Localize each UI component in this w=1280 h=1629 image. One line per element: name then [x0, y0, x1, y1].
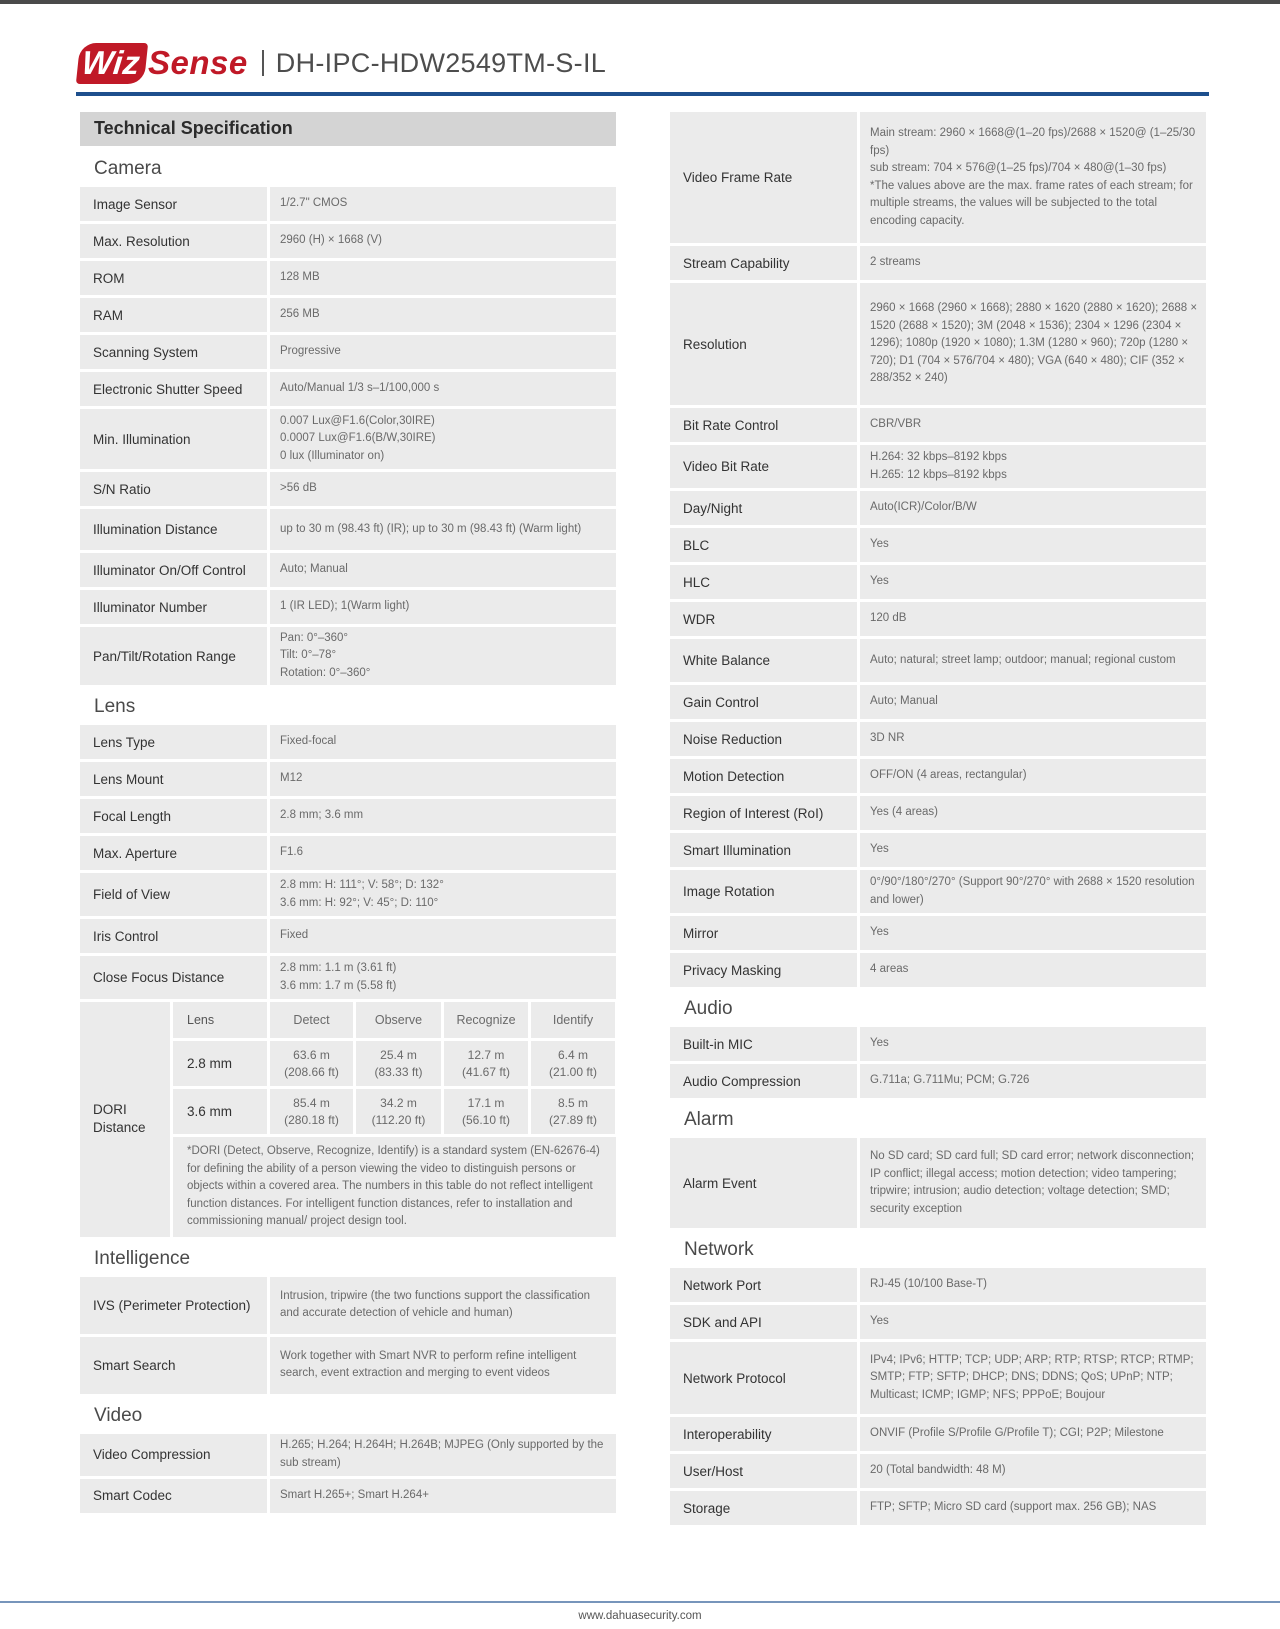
spec-label: White Balance	[670, 639, 857, 682]
spec-row	[80, 335, 616, 369]
spec-label: Lens Type	[80, 725, 267, 759]
dori-cell: 25.4 m (83.33 ft)	[356, 1041, 441, 1086]
spec-label: Image Rotation	[670, 870, 857, 913]
spec-value: FTP; SFTP; Micro SD card (support max. 256 GB); NAS	[860, 1491, 1206, 1525]
spec-value: Pan: 0°–360° Tilt: 0°–78° Rotation: 0°–360°	[270, 627, 616, 685]
right-column	[670, 112, 1206, 1528]
dori-header: Recognize	[444, 1002, 528, 1038]
spec-row	[80, 627, 616, 685]
spec-row	[670, 445, 1206, 488]
spec-row	[670, 283, 1206, 405]
spec-label: Scanning System	[80, 335, 267, 369]
spec-value: 0°/90°/180°/270° (Support 90°/270° with 2688 × 1520 resolution and lower)	[860, 870, 1206, 913]
video-cont-table	[670, 112, 1206, 987]
spec-row	[80, 799, 616, 833]
spec-value: up to 30 m (98.43 ft) (IR); up to 30 m (98.43 ft) (Warm light)	[270, 509, 616, 550]
spec-row	[670, 722, 1206, 756]
spec-label: Illuminator On/Off Control	[80, 553, 267, 587]
spec-value: 4 areas	[860, 953, 1206, 987]
spec-value: Auto; Manual	[270, 553, 616, 587]
spec-label: Stream Capability	[670, 246, 857, 280]
spec-value: 20 (Total bandwidth: 48 M)	[860, 1454, 1206, 1488]
spec-row	[80, 919, 616, 953]
spec-label: WDR	[670, 602, 857, 636]
spec-value: Yes	[860, 565, 1206, 599]
spec-row	[670, 491, 1206, 525]
spec-row	[670, 1064, 1206, 1098]
section-lens: Lens	[94, 696, 136, 717]
spec-row	[670, 1342, 1206, 1414]
spec-row	[670, 1138, 1206, 1228]
spec-label: Resolution	[670, 283, 857, 405]
spec-label: User/Host	[670, 1454, 857, 1488]
spec-value: 2960 (H) × 1668 (V)	[270, 224, 616, 258]
top-border	[0, 0, 1280, 4]
intelligence-table	[80, 1277, 616, 1394]
spec-value: Yes	[860, 1027, 1206, 1061]
spec-value: 2 streams	[860, 246, 1206, 280]
section-alarm: Alarm	[684, 1109, 734, 1130]
spec-value: 120 dB	[860, 602, 1206, 636]
spec-label: Max. Resolution	[80, 224, 267, 258]
spec-row	[80, 873, 616, 916]
spec-value: 3D NR	[860, 722, 1206, 756]
spec-row	[80, 762, 616, 796]
spec-row	[80, 836, 616, 870]
alarm-table	[670, 1138, 1206, 1228]
dori-header: Lens	[173, 1002, 267, 1038]
spec-label: Smart Illumination	[670, 833, 857, 867]
logo-wiz: Wiz	[76, 43, 148, 84]
spec-row	[670, 870, 1206, 913]
spec-row	[80, 509, 616, 550]
spec-row	[670, 1268, 1206, 1302]
spec-row	[670, 1027, 1206, 1061]
spec-row	[670, 639, 1206, 682]
spec-label: Audio Compression	[670, 1064, 857, 1098]
dori-cell: 17.1 m (56.10 ft)	[444, 1089, 528, 1134]
spec-row	[80, 956, 616, 999]
spec-row	[670, 1454, 1206, 1488]
spec-value: M12	[270, 762, 616, 796]
dori-cell: 63.6 m (208.66 ft)	[270, 1041, 353, 1086]
spec-label: BLC	[670, 528, 857, 562]
spec-row	[670, 602, 1206, 636]
spec-row	[80, 261, 616, 295]
spec-value: 1/2.7" CMOS	[270, 187, 616, 221]
spec-label: Smart Search	[80, 1337, 267, 1394]
spec-value: IPv4; IPv6; HTTP; TCP; UDP; ARP; RTP; RTSP; RTCP; RTMP; SMTP; FTP; SFTP; DHCP; DNS; DDNS; QoS; UPnP; NTP; Multicast; ICMP; IGMP; NFS; PPPoE; Boujour	[860, 1342, 1206, 1414]
spec-label: Gain Control	[670, 685, 857, 719]
spec-value: Intrusion, tripwire (the two functions support the classification and accurate detection of vehicle and human)	[270, 1277, 616, 1334]
spec-label: HLC	[670, 565, 857, 599]
spec-label: Mirror	[670, 916, 857, 950]
spec-row	[670, 1417, 1206, 1451]
spec-label: Network Port	[670, 1268, 857, 1302]
spec-row	[670, 1491, 1206, 1525]
spec-row	[80, 1337, 616, 1394]
spec-value: No SD card; SD card full; SD card error; network disconnection; IP conflict; illegal access; motion detection; video tampering; tripwire; intrusion; audio detection; voltage detection; SMD; security exception	[860, 1138, 1206, 1228]
spec-value: G.711a; G.711Mu; PCM; G.726	[860, 1064, 1206, 1098]
spec-row	[670, 565, 1206, 599]
spec-row	[670, 408, 1206, 442]
spec-label: Bit Rate Control	[670, 408, 857, 442]
header-rule	[76, 92, 1209, 96]
lens-table	[80, 725, 616, 1237]
section-video: Video	[94, 1404, 143, 1426]
spec-row	[80, 372, 616, 406]
spec-label: Electronic Shutter Speed	[80, 372, 267, 406]
spec-label: Network Protocol	[670, 1342, 857, 1414]
spec-label: Video Bit Rate	[670, 445, 857, 488]
spec-row	[80, 472, 616, 506]
dori-block	[80, 1002, 616, 1237]
spec-label: SDK and API	[670, 1305, 857, 1339]
logo-sense: Sense	[148, 44, 248, 81]
dori-header: Identify	[531, 1002, 615, 1038]
spec-label: Illuminator Number	[80, 590, 267, 624]
spec-label: Storage	[670, 1491, 857, 1525]
spec-row	[80, 553, 616, 587]
spec-value: Auto; Manual	[860, 685, 1206, 719]
section-audio: Audio	[684, 998, 733, 1019]
spec-label: RAM	[80, 298, 267, 332]
spec-row	[670, 833, 1206, 867]
spec-value: Yes	[860, 528, 1206, 562]
spec-label: IVS (Perimeter Protection)	[80, 1277, 267, 1334]
spec-label: Built-in MIC	[670, 1027, 857, 1061]
spec-value: 2.8 mm: H: 111°; V: 58°; D: 132° 3.6 mm: H: 92°; V: 45°; D: 110°	[270, 873, 616, 916]
dori-table	[173, 1002, 616, 1134]
spec-value: Auto(ICR)/Color/B/W	[860, 491, 1206, 525]
spec-row	[670, 759, 1206, 793]
dori-header: Detect	[270, 1002, 353, 1038]
spec-row	[670, 685, 1206, 719]
video-table	[80, 1434, 616, 1513]
spec-value: 2.8 mm; 3.6 mm	[270, 799, 616, 833]
footer-rule	[0, 1601, 1280, 1603]
spec-value: 128 MB	[270, 261, 616, 295]
spec-label: Illumination Distance	[80, 509, 267, 550]
spec-label: Lens Mount	[80, 762, 267, 796]
section-intelligence: Intelligence	[94, 1247, 191, 1269]
spec-value: 256 MB	[270, 298, 616, 332]
dori-header: Observe	[356, 1002, 441, 1038]
spec-row	[670, 796, 1206, 830]
model-number: DH-IPC-HDW2549TM-S-IL	[275, 47, 607, 78]
section-camera: Camera	[94, 158, 162, 179]
spec-label: Min. Illumination	[80, 409, 267, 469]
spec-value: Yes	[860, 916, 1206, 950]
spec-label: Image Sensor	[80, 187, 267, 221]
spec-value: H.264: 32 kbps–8192 kbps H.265: 12 kbps–8192 kbps	[860, 445, 1206, 488]
spec-label: Smart Codec	[80, 1479, 267, 1513]
dori-note: *DORI (Detect, Observe, Recognize, Identify) is a standard system (EN-62676-4) for defining the ability of a person viewing the video to distinguish persons or objects within a covered area. The numbers in this table do not reflect intelligent function distances. For intelligent function distances, refer to installation and commissioning manual/ project design tool.	[173, 1137, 616, 1237]
spec-row	[80, 590, 616, 624]
spec-value: H.265; H.264; H.264H; H.264B; MJPEG (Only supported by the sub stream)	[270, 1434, 616, 1476]
spec-label: Iris Control	[80, 919, 267, 953]
spec-row	[670, 953, 1206, 987]
spec-value: Work together with Smart NVR to perform refine intelligent search, event extraction and merging to event videos	[270, 1337, 616, 1394]
spec-value: Fixed	[270, 919, 616, 953]
spec-label: Interoperability	[670, 1417, 857, 1451]
spec-value: ONVIF (Profile S/Profile G/Profile T); CGI; P2P; Milestone	[860, 1417, 1206, 1451]
spec-label: Video Compression	[80, 1434, 267, 1476]
spec-row	[670, 528, 1206, 562]
spec-row	[80, 725, 616, 759]
spec-row	[80, 1277, 616, 1334]
dori-cell: 6.4 m (21.00 ft)	[531, 1041, 615, 1086]
left-column	[80, 112, 616, 1516]
spec-row	[670, 246, 1206, 280]
spec-title: Technical Specification	[80, 112, 616, 146]
dori-lens: 3.6 mm	[173, 1089, 267, 1134]
spec-value: Progressive	[270, 335, 616, 369]
spec-value: 2960 × 1668 (2960 × 1668); 2880 × 1620 (2880 × 1620); 2688 × 1520 (2688 × 1520); 3M (2048 × 1536); 2304 × 1296 (2304 × 1296); 1080p (1920 × 1080); 1.3M (1280 × 960); 720p (1280 × 720); D1 (704 × 576/704 × 480); VGA (640 × 480); CIF (352 × 288/352 × 240)	[860, 283, 1206, 405]
spec-label: Noise Reduction	[670, 722, 857, 756]
section-network: Network	[684, 1239, 754, 1260]
spec-label: Day/Night	[670, 491, 857, 525]
spec-row	[80, 224, 616, 258]
spec-row	[670, 1305, 1206, 1339]
spec-value: Fixed-focal	[270, 725, 616, 759]
spec-value: 1 (IR LED); 1(Warm light)	[270, 590, 616, 624]
spec-value: >56 dB	[270, 472, 616, 506]
dori-cell: 12.7 m (41.67 ft)	[444, 1041, 528, 1086]
spec-label: Max. Aperture	[80, 836, 267, 870]
spec-value: 2.8 mm: 1.1 m (3.61 ft) 3.6 mm: 1.7 m (5.58 ft)	[270, 956, 616, 999]
spec-value: RJ-45 (10/100 Base-T)	[860, 1268, 1206, 1302]
spec-row	[80, 409, 616, 469]
wizsense-logo	[78, 43, 248, 84]
spec-label: S/N Ratio	[80, 472, 267, 506]
spec-row	[670, 916, 1206, 950]
spec-label: ROM	[80, 261, 267, 295]
page-header	[78, 40, 606, 86]
dori-label: DORI Distance	[80, 1002, 170, 1237]
dori-cell: 34.2 m (112.20 ft)	[356, 1089, 441, 1134]
spec-value: Smart H.265+; Smart H.264+	[270, 1479, 616, 1513]
spec-value: OFF/ON (4 areas, rectangular)	[860, 759, 1206, 793]
dori-lens: 2.8 mm	[173, 1041, 267, 1086]
dori-cell: 8.5 m (27.89 ft)	[531, 1089, 615, 1134]
spec-value: Main stream: 2960 × 1668@(1–20 fps)/2688 × 1520@ (1–25/30 fps) sub stream: 704 × 576@(1–25 fps)/704 × 480@(1–30 fps) *The values above are the max. frame rates of each stream; for multiple streams, the values will be subjected to the total encoding capacity.	[860, 112, 1206, 243]
spec-value: Auto/Manual 1/3 s–1/100,000 s	[270, 372, 616, 406]
spec-row	[670, 112, 1206, 243]
audio-table	[670, 1027, 1206, 1098]
spec-label: Video Frame Rate	[670, 112, 857, 243]
dori-cell: 85.4 m (280.18 ft)	[270, 1089, 353, 1134]
spec-value: F1.6	[270, 836, 616, 870]
spec-row	[80, 187, 616, 221]
spec-label: Privacy Masking	[670, 953, 857, 987]
spec-value: 0.007 Lux@F1.6(Color,30IRE) 0.0007 Lux@F1.6(B/W,30IRE) 0 lux (Illuminator on)	[270, 409, 616, 469]
spec-label: Motion Detection	[670, 759, 857, 793]
spec-label: Region of Interest (RoI)	[670, 796, 857, 830]
header-separator	[262, 50, 264, 76]
spec-value: CBR/VBR	[860, 408, 1206, 442]
dori-body	[173, 1002, 616, 1237]
footer-url[interactable]: www.dahuasecurity.com	[578, 1610, 702, 1622]
camera-table	[80, 187, 616, 685]
spec-label: Focal Length	[80, 799, 267, 833]
spec-value: Auto; natural; street lamp; outdoor; manual; regional custom	[860, 639, 1206, 682]
spec-value: Yes (4 areas)	[860, 796, 1206, 830]
spec-label: Pan/Tilt/Rotation Range	[80, 627, 267, 685]
spec-row	[80, 1434, 616, 1476]
spec-row	[80, 298, 616, 332]
spec-label: Close Focus Distance	[80, 956, 267, 999]
spec-value: Yes	[860, 1305, 1206, 1339]
spec-row	[80, 1479, 616, 1513]
spec-label: Field of View	[80, 873, 267, 916]
network-table	[670, 1268, 1206, 1525]
spec-value: Yes	[860, 833, 1206, 867]
spec-label: Alarm Event	[670, 1138, 857, 1228]
